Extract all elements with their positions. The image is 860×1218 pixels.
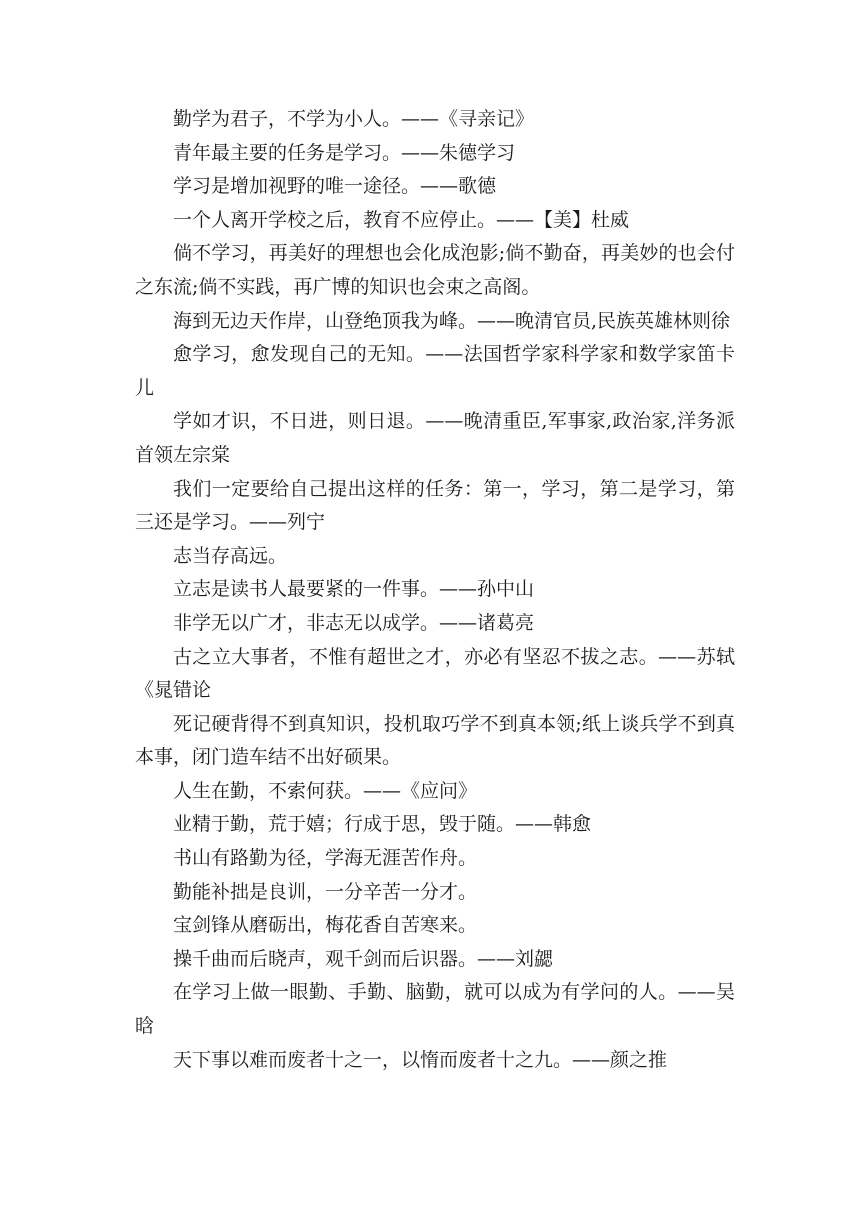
paragraph: 志当存高远。 (173, 544, 288, 567)
paragraph: 非学无以广才，非志无以成学。——诸葛亮 (173, 611, 535, 634)
paragraph: 古之立大事者，不惟有超世之才，亦必有坚忍不拔之志。——苏轼《晁错论 (135, 645, 735, 702)
paragraph: 书山有路勤为径，学海无涯苦作舟。 (173, 847, 478, 870)
paragraph: 操千曲而后晓声，观千剑而后识器。——刘勰 (173, 947, 554, 970)
paragraph: 天下事以难而废者十之一，以惰而废者十之九。——颜之推 (173, 1048, 668, 1071)
paragraph: 我们一定要给自己提出这样的任务：第一，学习，第二是学习，第三还是学习。——列宁 (135, 477, 735, 534)
paragraph: 宝剑锋从磨砺出，梅花香自苦寒来。 (173, 914, 478, 937)
paragraph: 学如才识，不日进，则日退。——晚清重臣,军事家,政治家,洋务派首领左宗棠 (135, 410, 735, 466)
paragraph: 在学习上做一眼勤、手勤、脑勤，就可以成为有学问的人。——吴晗 (135, 981, 735, 1038)
paragraph: 青年最主要的任务是学习。——朱德学习 (173, 141, 516, 164)
paragraph: 学习是增加视野的唯一途径。——歌德 (173, 175, 497, 198)
paragraph: 死记硬背得不到真知识，投机取巧学不到真本领;纸上谈兵学不到真本事，闭门造车结不出好硕果。 (135, 712, 735, 769)
paragraph: 愈学习，愈发现自己的无知。——法国哲学家科学家和数学家笛卡儿 (135, 343, 735, 399)
paragraph: 勤能补拙是良训，一分辛苦一分才。 (173, 880, 478, 903)
paragraph: 人生在勤，不索何获。——《应问》 (173, 779, 478, 802)
paragraph: 业精于勤，荒于嬉；行成于思，毁于随。——韩愈 (173, 813, 592, 836)
paragraph: 一个人离开学校之后，教育不应停止。——【美】杜威 (173, 208, 630, 231)
paragraph: 立志是读书人最要紧的一件事。——孙中山 (173, 578, 535, 601)
document-body (135, 103, 735, 1077)
paragraph: 倘不学习，再美好的理想也会化成泡影;倘不勤奋，再美妙的也会付之东流;倘不实践，再广博的知识也会束之高阁。 (135, 242, 735, 298)
paragraph: 海到无边天作岸，山登绝顶我为峰。——晚清官员,民族英雄林则徐 (173, 309, 731, 332)
paragraph: 勤学为君子，不学为小人。——《寻亲记》 (173, 108, 535, 130)
